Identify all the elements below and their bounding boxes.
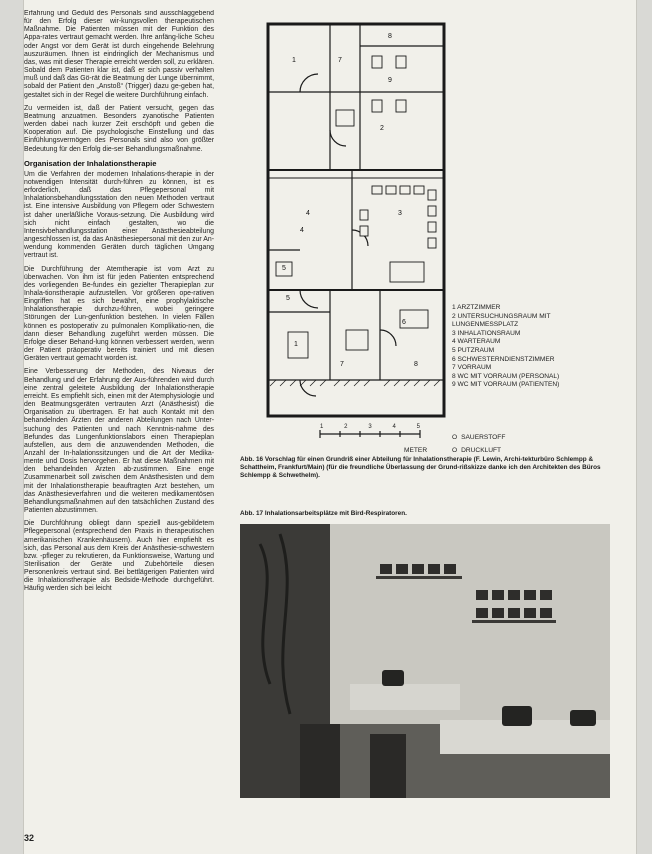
legend-compressed-air: [452, 447, 501, 454]
paragraph: Die Durchführung der Atemtherapie ist vom Arzt zu überwachen. Von ihm ist für jeden Patienten entsprechend des vorliegenden Be-fundes ein gezielter Therapieplan zur Inhala-tionstherapie aufzustellen. Vor größeren ope-rativen Eingriffen hat es sich bewährt, eine prophylaktische Inhalationstherapie durchzu-führen, wobei geringere Störungen der Lun-genfunktion bestehen. In vielen Fällen können es postoperativ zu pulmonalen Komplikatio-nen, die dann dieser Behandlung zugeführt werden müssen. Die Erfolge dieser Behand-lung können verbessert werden, wenn der Patient präoperativ bereits trainiert und mit diesen Geräten vertraut gemacht worden ist.: [24, 265, 214, 363]
figure-16-caption: Abb. 16 Vorschlag für einen Grundriß einer Abteilung für Inhalationstherapie (F. Lewin, Archi-tekturbüro Schlempp & Schattheim, Frankfurt/Main) (für die freundliche Überlassung der Grund-rißskizze danke ich den Architekten des Büros Schlempp & Schwethelm).: [240, 456, 601, 479]
legend-item: 6 SCHWESTERNDIENSTZIMMER: [452, 355, 555, 363]
room-label: 9: [388, 77, 392, 84]
figure-17-caption: Abb. 17 Inhalationsarbeitsplätze mit Bird-Respiratoren.: [240, 510, 407, 517]
room-label: 6: [402, 319, 406, 326]
room-label: 5: [286, 295, 290, 302]
legend-oxygen: [452, 434, 505, 441]
legend-item: LUNGENMESSPLATZ: [452, 321, 519, 329]
scale-tick: 3: [368, 424, 372, 430]
legend-item: 2 UNTERSUCHUNGSRAUM MIT: [452, 312, 551, 320]
legend-item: 3 INHALATIONSRAUM: [452, 329, 521, 337]
legend-item: 8 WC MIT VORRAUM (PERSONAL): [452, 372, 560, 380]
paragraph: Eine Verbesserung der Methoden, des Niveaus der Behandlung und der Erfahrung der Aus-führenden wird durch eine zentral geleitete Ausbildung der Inhalationstherapie erreicht. Es empfiehlt sich, einen mit der Atemphysiologie und den Beatmungsgeräten vertrauten Arzt (Anästhesist) die Organisation zu übertragen. Er hat auch Kontakt mit den behandelnden Ärzten der anderen Abteilungen nach Unter-suchung des Patienten und nach Kenntnis-nahme des Befundes das Lungenfunktionslabors einen Therapieplan aufstellen, aus dem die anzuwendenden Methoden, die Anzahl der In-halationssitzungen und die Art der Medika-mente und Dosis hervorgehen. Er hat diese Maßnahmen mit den behandelnden Ärzten ab-zustimmen. Eine enge Zusammenarbeit soll zwischen dem Anästhesisten und dem mit der Inhalationstherapie beauftragten Arzt bestehen, um das Anästhesieverfahren und die weiteren medikamentösen Behandlungsmaßnahmen auf den tatsächlichen Zustand des Patienten abzustimmen.: [24, 368, 214, 515]
scale-tick: 5: [416, 424, 420, 430]
oxygen-label: SAUERSTOFF: [461, 434, 506, 441]
room-label: 7: [340, 361, 344, 368]
oxygen-letter: O: [452, 434, 458, 441]
legend-item: 9 WC MIT VORRAUM (PATIENTEN): [452, 381, 560, 389]
room-label: 1: [294, 341, 298, 348]
plan-legend: [452, 304, 622, 390]
room-label: 4: [300, 227, 304, 234]
room-label: 8: [388, 33, 392, 40]
paragraph: Die Durchführung obliegt dann speziell aus-gebildetem Pflegepersonal (entsprechend den Praxis in therapeutischen amerikanischen Krankenhäusern). Auch hier empfiehlt es sich, das Personal aus dem Kreis der Anästhesie-schwestern bzw. -pfleger zu rekrutieren, da Funktionsweise, Wartung und Sterilisation der Geräte und Zubehörteile diesen Personenkreis vertraut sind. Bei bettlägerigen Patienten wird die Inhalationstherapie als Bedside-Methode durchgeführt. Häufig werden sich bei leicht: [24, 520, 214, 593]
room-label: 4: [306, 210, 310, 217]
air-letter: O: [452, 447, 458, 454]
scale-ticks: [320, 424, 420, 430]
room-label: 7: [338, 57, 342, 64]
section-heading: Organisation der Inhalationstherapie: [24, 158, 157, 168]
room-label: 5: [282, 265, 286, 272]
paragraph: Erfahrung und Geduld des Personals sind ausschlaggebend für den Erfolg dieser wir-kungsvollen therapeutischen Maßnahme. Die Patienten müssen mit der Funktion des Appa-rates vertraut gemacht werden. Ihre anfäng-liche Scheu oder Angst vor dem Gerät ist durch eingehende Belehrung auszuräumen. Ihnen ist eindringlich der Mechanismus und das, was mit dieser Therapie erreicht werden soll, zu erklären. Sobald dem Patienten klar ist, daß er sich passiv verhalten muß und daß das Gö-rät die Beatmung der Lunge übernimmt, sobald der Patient den „Anstoß“ (Trigger) dazu ge-geben hat, gestaltet sich in der Regel die weitere Durchführung einfach.: [24, 10, 214, 99]
scale-unit: METER: [404, 447, 428, 454]
scale-tick: 2: [344, 424, 348, 430]
scale-tick: 4: [392, 424, 396, 430]
legend-item: 1 ARZTZIMMER: [452, 304, 501, 311]
air-label: DRUCKLUFT: [461, 447, 502, 454]
paragraph: Zu vermeiden ist, daß der Patient versucht, gegen das Beatmung anzuatmen. Besonders zyanotische Patienten werden dabei nach kurzer Zeit erschöpft und geben die Kooperation auf. Die psychologische Einstellung und das Einfühlungsvermögen des Personals sind also von größter Bedeutung für den Erfolg die-ser Behandlungsmaßnahme.: [24, 104, 214, 153]
legend-item: 7 VORRAUM: [452, 364, 492, 372]
photo-inhalation-room: [240, 524, 610, 798]
page-number: 32: [24, 833, 35, 843]
legend-item: 4 WARTERAUM: [452, 338, 501, 346]
room-label: 2: [380, 125, 384, 132]
paragraph: Um die Verfahren der modernen Inhalations-therapie in der notwendigen Intensität durch-führen zu können, ist es erforderlich, daß das Pflegepersonal mit Inhalationsbehandlungsstation den neuen Methoden vertraut ist. Eine intensive Ausbildung von Pflegern oder Schwestern ist daher unerläßliche Voraus-setzung. Die Ausbildung wird sich nicht einfach gestalten, wo die Intensivbehandlungsstation einer Anästhesieabteilung angeschlossen ist, da das Anästhesiepersonal mit den zur An-wendung kommenden Geräten durch täglichen Umgang vertraut ist.: [24, 170, 214, 260]
room-label: 3: [398, 210, 402, 217]
room-label: 1: [292, 57, 296, 64]
scale-tick: 1: [320, 424, 324, 430]
legend-item: 5 PUTZRAUM: [452, 346, 495, 354]
photo-illustration: [240, 524, 610, 798]
room-label: 8: [414, 361, 418, 368]
